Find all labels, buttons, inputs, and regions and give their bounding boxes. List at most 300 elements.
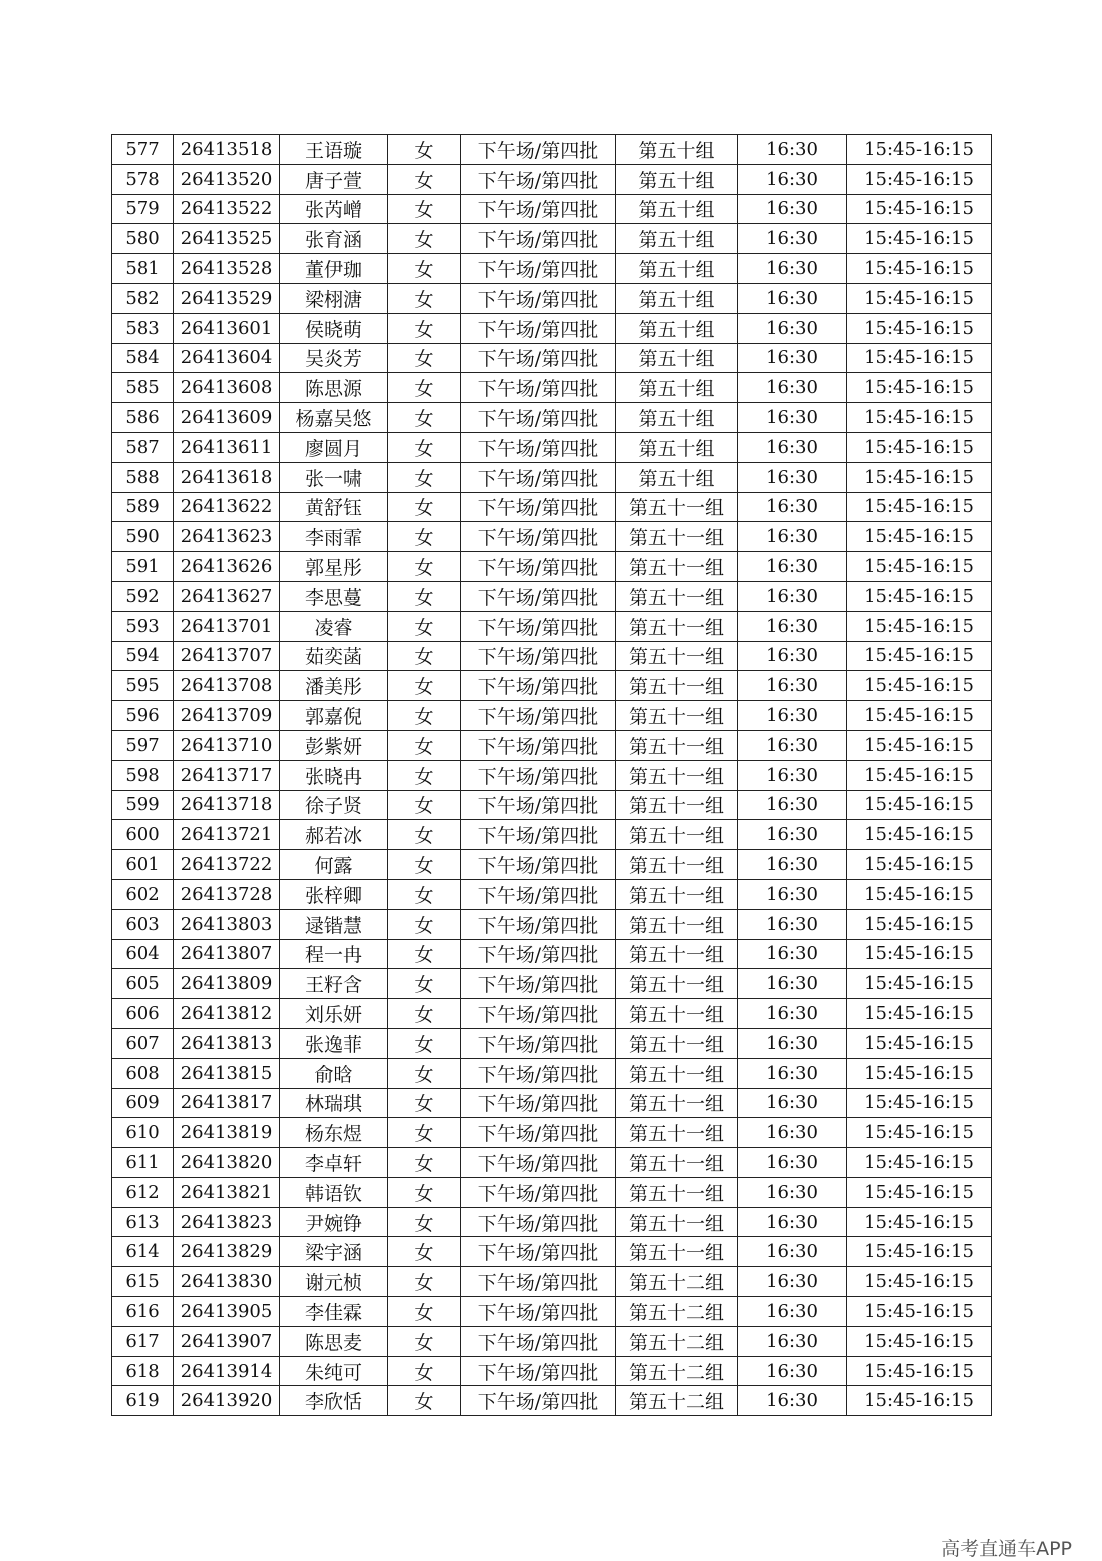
session-cell: 下午场/第四批 bbox=[461, 462, 616, 492]
table-row bbox=[112, 522, 992, 552]
time-cell: 16:30 bbox=[738, 850, 847, 880]
time-cell: 16:30 bbox=[738, 283, 847, 313]
window-cell: 15:45-16:15 bbox=[847, 1297, 992, 1327]
gender-cell: 女 bbox=[388, 1297, 461, 1327]
table-row bbox=[112, 1356, 992, 1386]
table-row bbox=[112, 224, 992, 254]
roster-table bbox=[111, 134, 992, 1416]
gender-cell: 女 bbox=[388, 760, 461, 790]
exam-id-cell: 26413820 bbox=[174, 1148, 280, 1178]
window-cell: 15:45-16:15 bbox=[847, 1267, 992, 1297]
session-cell: 下午场/第四批 bbox=[461, 194, 616, 224]
group-cell: 第五十组 bbox=[616, 462, 738, 492]
group-cell: 第五十一组 bbox=[616, 969, 738, 999]
name-cell: 李思蔓 bbox=[280, 581, 388, 611]
exam-id-cell: 26413821 bbox=[174, 1177, 280, 1207]
time-cell: 16:30 bbox=[738, 909, 847, 939]
time-cell: 16:30 bbox=[738, 1356, 847, 1386]
exam-id-cell: 26413905 bbox=[174, 1297, 280, 1327]
exam-id-cell: 26413812 bbox=[174, 999, 280, 1029]
name-cell: 唐子萱 bbox=[280, 164, 388, 194]
group-cell: 第五十一组 bbox=[616, 760, 738, 790]
session-cell: 下午场/第四批 bbox=[461, 1356, 616, 1386]
name-cell: 韩语钦 bbox=[280, 1177, 388, 1207]
time-cell: 16:30 bbox=[738, 313, 847, 343]
group-cell: 第五十一组 bbox=[616, 909, 738, 939]
gender-cell: 女 bbox=[388, 850, 461, 880]
name-cell: 张芮嶒 bbox=[280, 194, 388, 224]
name-cell: 刘乐妍 bbox=[280, 999, 388, 1029]
time-cell: 16:30 bbox=[738, 224, 847, 254]
exam-id-cell: 26413529 bbox=[174, 283, 280, 313]
table-row bbox=[112, 432, 992, 462]
seq-cell: 593 bbox=[112, 611, 174, 641]
group-cell: 第五十组 bbox=[616, 403, 738, 433]
window-cell: 15:45-16:15 bbox=[847, 641, 992, 671]
table-row bbox=[112, 1088, 992, 1118]
gender-cell: 女 bbox=[388, 1386, 461, 1416]
window-cell: 15:45-16:15 bbox=[847, 611, 992, 641]
name-cell: 李欣恬 bbox=[280, 1386, 388, 1416]
group-cell: 第五十组 bbox=[616, 313, 738, 343]
group-cell: 第五十一组 bbox=[616, 701, 738, 731]
seq-cell: 577 bbox=[112, 135, 174, 165]
session-cell: 下午场/第四批 bbox=[461, 641, 616, 671]
group-cell: 第五十一组 bbox=[616, 999, 738, 1029]
time-cell: 16:30 bbox=[738, 462, 847, 492]
time-cell: 16:30 bbox=[738, 1326, 847, 1356]
seq-cell: 615 bbox=[112, 1267, 174, 1297]
seq-cell: 604 bbox=[112, 939, 174, 969]
group-cell: 第五十二组 bbox=[616, 1356, 738, 1386]
exam-id-cell: 26413520 bbox=[174, 164, 280, 194]
session-cell: 下午场/第四批 bbox=[461, 820, 616, 850]
table-row bbox=[112, 999, 992, 1029]
table-row bbox=[112, 701, 992, 731]
gender-cell: 女 bbox=[388, 283, 461, 313]
seq-cell: 607 bbox=[112, 1028, 174, 1058]
gender-cell: 女 bbox=[388, 909, 461, 939]
exam-id-cell: 26413604 bbox=[174, 343, 280, 373]
name-cell: 张晓冉 bbox=[280, 760, 388, 790]
group-cell: 第五十二组 bbox=[616, 1386, 738, 1416]
name-cell: 何露 bbox=[280, 850, 388, 880]
group-cell: 第五十一组 bbox=[616, 492, 738, 522]
session-cell: 下午场/第四批 bbox=[461, 224, 616, 254]
exam-id-cell: 26413518 bbox=[174, 135, 280, 165]
group-cell: 第五十一组 bbox=[616, 1028, 738, 1058]
gender-cell: 女 bbox=[388, 1058, 461, 1088]
window-cell: 15:45-16:15 bbox=[847, 1356, 992, 1386]
session-cell: 下午场/第四批 bbox=[461, 432, 616, 462]
time-cell: 16:30 bbox=[738, 939, 847, 969]
window-cell: 15:45-16:15 bbox=[847, 701, 992, 731]
name-cell: 李卓轩 bbox=[280, 1148, 388, 1178]
exam-id-cell: 26413914 bbox=[174, 1356, 280, 1386]
table-row bbox=[112, 313, 992, 343]
watermark-text: 高考直通车APP bbox=[941, 1538, 1072, 1560]
group-cell: 第五十一组 bbox=[616, 820, 738, 850]
name-cell: 凌睿 bbox=[280, 611, 388, 641]
exam-id-cell: 26413819 bbox=[174, 1118, 280, 1148]
seq-cell: 603 bbox=[112, 909, 174, 939]
window-cell: 15:45-16:15 bbox=[847, 343, 992, 373]
exam-id-cell: 26413817 bbox=[174, 1088, 280, 1118]
time-cell: 16:30 bbox=[738, 1267, 847, 1297]
group-cell: 第五十一组 bbox=[616, 939, 738, 969]
session-cell: 下午场/第四批 bbox=[461, 1118, 616, 1148]
time-cell: 16:30 bbox=[738, 760, 847, 790]
gender-cell: 女 bbox=[388, 611, 461, 641]
window-cell: 15:45-16:15 bbox=[847, 760, 992, 790]
seq-cell: 586 bbox=[112, 403, 174, 433]
table-row bbox=[112, 1148, 992, 1178]
time-cell: 16:30 bbox=[738, 194, 847, 224]
gender-cell: 女 bbox=[388, 671, 461, 701]
gender-cell: 女 bbox=[388, 969, 461, 999]
window-cell: 15:45-16:15 bbox=[847, 1088, 992, 1118]
table-row bbox=[112, 790, 992, 820]
session-cell: 下午场/第四批 bbox=[461, 879, 616, 909]
exam-id-cell: 26413618 bbox=[174, 462, 280, 492]
exam-id-cell: 26413622 bbox=[174, 492, 280, 522]
window-cell: 15:45-16:15 bbox=[847, 373, 992, 403]
name-cell: 王籽含 bbox=[280, 969, 388, 999]
gender-cell: 女 bbox=[388, 1207, 461, 1237]
table-row bbox=[112, 1267, 992, 1297]
gender-cell: 女 bbox=[388, 164, 461, 194]
gender-cell: 女 bbox=[388, 1267, 461, 1297]
window-cell: 15:45-16:15 bbox=[847, 879, 992, 909]
group-cell: 第五十一组 bbox=[616, 1237, 738, 1267]
exam-id-cell: 26413608 bbox=[174, 373, 280, 403]
roster-body bbox=[112, 135, 992, 1416]
group-cell: 第五十一组 bbox=[616, 730, 738, 760]
table-row bbox=[112, 820, 992, 850]
session-cell: 下午场/第四批 bbox=[461, 1267, 616, 1297]
name-cell: 梁宇涵 bbox=[280, 1237, 388, 1267]
table-row bbox=[112, 462, 992, 492]
window-cell: 15:45-16:15 bbox=[847, 254, 992, 284]
table-row bbox=[112, 1118, 992, 1148]
session-cell: 下午场/第四批 bbox=[461, 701, 616, 731]
exam-id-cell: 26413809 bbox=[174, 969, 280, 999]
gender-cell: 女 bbox=[388, 1118, 461, 1148]
name-cell: 杨东煜 bbox=[280, 1118, 388, 1148]
gender-cell: 女 bbox=[388, 939, 461, 969]
session-cell: 下午场/第四批 bbox=[461, 283, 616, 313]
time-cell: 16:30 bbox=[738, 1386, 847, 1416]
seq-cell: 587 bbox=[112, 432, 174, 462]
table-row bbox=[112, 552, 992, 582]
name-cell: 林瑞琪 bbox=[280, 1088, 388, 1118]
name-cell: 张逸菲 bbox=[280, 1028, 388, 1058]
session-cell: 下午场/第四批 bbox=[461, 909, 616, 939]
time-cell: 16:30 bbox=[738, 1058, 847, 1088]
window-cell: 15:45-16:15 bbox=[847, 492, 992, 522]
session-cell: 下午场/第四批 bbox=[461, 1326, 616, 1356]
group-cell: 第五十一组 bbox=[616, 522, 738, 552]
time-cell: 16:30 bbox=[738, 343, 847, 373]
table-row bbox=[112, 611, 992, 641]
gender-cell: 女 bbox=[388, 1028, 461, 1058]
group-cell: 第五十组 bbox=[616, 224, 738, 254]
time-cell: 16:30 bbox=[738, 1177, 847, 1207]
name-cell: 李佳霖 bbox=[280, 1297, 388, 1327]
window-cell: 15:45-16:15 bbox=[847, 432, 992, 462]
seq-cell: 611 bbox=[112, 1148, 174, 1178]
group-cell: 第五十一组 bbox=[616, 552, 738, 582]
seq-cell: 610 bbox=[112, 1118, 174, 1148]
time-cell: 16:30 bbox=[738, 1237, 847, 1267]
time-cell: 16:30 bbox=[738, 1088, 847, 1118]
session-cell: 下午场/第四批 bbox=[461, 552, 616, 582]
window-cell: 15:45-16:15 bbox=[847, 164, 992, 194]
name-cell: 董伊珈 bbox=[280, 254, 388, 284]
seq-cell: 609 bbox=[112, 1088, 174, 1118]
window-cell: 15:45-16:15 bbox=[847, 671, 992, 701]
time-cell: 16:30 bbox=[738, 373, 847, 403]
gender-cell: 女 bbox=[388, 879, 461, 909]
session-cell: 下午场/第四批 bbox=[461, 1148, 616, 1178]
seq-cell: 597 bbox=[112, 730, 174, 760]
seq-cell: 600 bbox=[112, 820, 174, 850]
name-cell: 侯晓萌 bbox=[280, 313, 388, 343]
seq-cell: 580 bbox=[112, 224, 174, 254]
session-cell: 下午场/第四批 bbox=[461, 1297, 616, 1327]
table-row bbox=[112, 283, 992, 313]
window-cell: 15:45-16:15 bbox=[847, 850, 992, 880]
exam-id-cell: 26413611 bbox=[174, 432, 280, 462]
window-cell: 15:45-16:15 bbox=[847, 1386, 992, 1416]
table-row bbox=[112, 730, 992, 760]
window-cell: 15:45-16:15 bbox=[847, 522, 992, 552]
time-cell: 16:30 bbox=[738, 879, 847, 909]
group-cell: 第五十一组 bbox=[616, 641, 738, 671]
time-cell: 16:30 bbox=[738, 164, 847, 194]
group-cell: 第五十一组 bbox=[616, 581, 738, 611]
time-cell: 16:30 bbox=[738, 492, 847, 522]
gender-cell: 女 bbox=[388, 432, 461, 462]
exam-id-cell: 26413708 bbox=[174, 671, 280, 701]
window-cell: 15:45-16:15 bbox=[847, 969, 992, 999]
table-row bbox=[112, 939, 992, 969]
time-cell: 16:30 bbox=[738, 432, 847, 462]
session-cell: 下午场/第四批 bbox=[461, 760, 616, 790]
time-cell: 16:30 bbox=[738, 701, 847, 731]
exam-id-cell: 26413717 bbox=[174, 760, 280, 790]
group-cell: 第五十组 bbox=[616, 373, 738, 403]
exam-id-cell: 26413920 bbox=[174, 1386, 280, 1416]
window-cell: 15:45-16:15 bbox=[847, 1177, 992, 1207]
exam-id-cell: 26413623 bbox=[174, 522, 280, 552]
window-cell: 15:45-16:15 bbox=[847, 581, 992, 611]
window-cell: 15:45-16:15 bbox=[847, 1058, 992, 1088]
time-cell: 16:30 bbox=[738, 730, 847, 760]
table-row bbox=[112, 879, 992, 909]
session-cell: 下午场/第四批 bbox=[461, 1207, 616, 1237]
session-cell: 下午场/第四批 bbox=[461, 1177, 616, 1207]
table-row bbox=[112, 1326, 992, 1356]
table-row bbox=[112, 1207, 992, 1237]
table-row bbox=[112, 254, 992, 284]
seq-cell: 602 bbox=[112, 879, 174, 909]
group-cell: 第五十一组 bbox=[616, 1088, 738, 1118]
seq-cell: 612 bbox=[112, 1177, 174, 1207]
gender-cell: 女 bbox=[388, 1177, 461, 1207]
group-cell: 第五十一组 bbox=[616, 850, 738, 880]
exam-id-cell: 26413803 bbox=[174, 909, 280, 939]
session-cell: 下午场/第四批 bbox=[461, 999, 616, 1029]
table-row bbox=[112, 581, 992, 611]
window-cell: 15:45-16:15 bbox=[847, 224, 992, 254]
gender-cell: 女 bbox=[388, 194, 461, 224]
gender-cell: 女 bbox=[388, 1088, 461, 1118]
session-cell: 下午场/第四批 bbox=[461, 313, 616, 343]
session-cell: 下午场/第四批 bbox=[461, 522, 616, 552]
exam-id-cell: 26413522 bbox=[174, 194, 280, 224]
exam-id-cell: 26413626 bbox=[174, 552, 280, 582]
table-row bbox=[112, 909, 992, 939]
window-cell: 15:45-16:15 bbox=[847, 820, 992, 850]
seq-cell: 617 bbox=[112, 1326, 174, 1356]
seq-cell: 596 bbox=[112, 701, 174, 731]
session-cell: 下午场/第四批 bbox=[461, 492, 616, 522]
seq-cell: 594 bbox=[112, 641, 174, 671]
group-cell: 第五十一组 bbox=[616, 1148, 738, 1178]
exam-id-cell: 26413721 bbox=[174, 820, 280, 850]
name-cell: 张一啸 bbox=[280, 462, 388, 492]
table-row bbox=[112, 492, 992, 522]
exam-id-cell: 26413710 bbox=[174, 730, 280, 760]
time-cell: 16:30 bbox=[738, 820, 847, 850]
seq-cell: 592 bbox=[112, 581, 174, 611]
exam-id-cell: 26413823 bbox=[174, 1207, 280, 1237]
table-row bbox=[112, 135, 992, 165]
time-cell: 16:30 bbox=[738, 403, 847, 433]
table-row bbox=[112, 403, 992, 433]
seq-cell: 599 bbox=[112, 790, 174, 820]
session-cell: 下午场/第四批 bbox=[461, 611, 616, 641]
seq-cell: 583 bbox=[112, 313, 174, 343]
session-cell: 下午场/第四批 bbox=[461, 939, 616, 969]
exam-id-cell: 26413707 bbox=[174, 641, 280, 671]
name-cell: 李雨霏 bbox=[280, 522, 388, 552]
window-cell: 15:45-16:15 bbox=[847, 552, 992, 582]
session-cell: 下午场/第四批 bbox=[461, 135, 616, 165]
exam-id-cell: 26413609 bbox=[174, 403, 280, 433]
seq-cell: 605 bbox=[112, 969, 174, 999]
name-cell: 梁栩溏 bbox=[280, 283, 388, 313]
gender-cell: 女 bbox=[388, 403, 461, 433]
name-cell: 吴炎芳 bbox=[280, 343, 388, 373]
table-row bbox=[112, 969, 992, 999]
time-cell: 16:30 bbox=[738, 641, 847, 671]
time-cell: 16:30 bbox=[738, 1118, 847, 1148]
exam-id-cell: 26413701 bbox=[174, 611, 280, 641]
name-cell: 郭星彤 bbox=[280, 552, 388, 582]
exam-id-cell: 26413601 bbox=[174, 313, 280, 343]
session-cell: 下午场/第四批 bbox=[461, 1028, 616, 1058]
seq-cell: 578 bbox=[112, 164, 174, 194]
window-cell: 15:45-16:15 bbox=[847, 283, 992, 313]
group-cell: 第五十二组 bbox=[616, 1326, 738, 1356]
seq-cell: 590 bbox=[112, 522, 174, 552]
table-row bbox=[112, 343, 992, 373]
window-cell: 15:45-16:15 bbox=[847, 909, 992, 939]
window-cell: 15:45-16:15 bbox=[847, 1028, 992, 1058]
name-cell: 王语璇 bbox=[280, 135, 388, 165]
name-cell: 陈思麦 bbox=[280, 1326, 388, 1356]
seq-cell: 619 bbox=[112, 1386, 174, 1416]
table-row bbox=[112, 760, 992, 790]
exam-id-cell: 26413627 bbox=[174, 581, 280, 611]
name-cell: 尹婉铮 bbox=[280, 1207, 388, 1237]
gender-cell: 女 bbox=[388, 224, 461, 254]
session-cell: 下午场/第四批 bbox=[461, 373, 616, 403]
time-cell: 16:30 bbox=[738, 969, 847, 999]
window-cell: 15:45-16:15 bbox=[847, 730, 992, 760]
name-cell: 俞晗 bbox=[280, 1058, 388, 1088]
name-cell: 郝若冰 bbox=[280, 820, 388, 850]
gender-cell: 女 bbox=[388, 1237, 461, 1267]
table-row bbox=[112, 1237, 992, 1267]
gender-cell: 女 bbox=[388, 790, 461, 820]
name-cell: 张梓卿 bbox=[280, 879, 388, 909]
gender-cell: 女 bbox=[388, 522, 461, 552]
window-cell: 15:45-16:15 bbox=[847, 939, 992, 969]
window-cell: 15:45-16:15 bbox=[847, 999, 992, 1029]
session-cell: 下午场/第四批 bbox=[461, 969, 616, 999]
group-cell: 第五十一组 bbox=[616, 790, 738, 820]
session-cell: 下午场/第四批 bbox=[461, 850, 616, 880]
table-row bbox=[112, 850, 992, 880]
table-row bbox=[112, 164, 992, 194]
name-cell: 郭嘉倪 bbox=[280, 701, 388, 731]
time-cell: 16:30 bbox=[738, 522, 847, 552]
table-row bbox=[112, 1386, 992, 1416]
exam-id-cell: 26413830 bbox=[174, 1267, 280, 1297]
window-cell: 15:45-16:15 bbox=[847, 403, 992, 433]
gender-cell: 女 bbox=[388, 492, 461, 522]
table-row bbox=[112, 194, 992, 224]
name-cell: 徐子贤 bbox=[280, 790, 388, 820]
name-cell: 程一冉 bbox=[280, 939, 388, 969]
group-cell: 第五十二组 bbox=[616, 1297, 738, 1327]
group-cell: 第五十组 bbox=[616, 135, 738, 165]
time-cell: 16:30 bbox=[738, 671, 847, 701]
time-cell: 16:30 bbox=[738, 254, 847, 284]
table-row bbox=[112, 1028, 992, 1058]
gender-cell: 女 bbox=[388, 820, 461, 850]
window-cell: 15:45-16:15 bbox=[847, 1148, 992, 1178]
session-cell: 下午场/第四批 bbox=[461, 1386, 616, 1416]
group-cell: 第五十组 bbox=[616, 432, 738, 462]
window-cell: 15:45-16:15 bbox=[847, 1207, 992, 1237]
session-cell: 下午场/第四批 bbox=[461, 164, 616, 194]
seq-cell: 589 bbox=[112, 492, 174, 522]
seq-cell: 585 bbox=[112, 373, 174, 403]
gender-cell: 女 bbox=[388, 1326, 461, 1356]
window-cell: 15:45-16:15 bbox=[847, 1237, 992, 1267]
window-cell: 15:45-16:15 bbox=[847, 462, 992, 492]
seq-cell: 608 bbox=[112, 1058, 174, 1088]
time-cell: 16:30 bbox=[738, 999, 847, 1029]
time-cell: 16:30 bbox=[738, 1028, 847, 1058]
gender-cell: 女 bbox=[388, 343, 461, 373]
group-cell: 第五十组 bbox=[616, 283, 738, 313]
table-row bbox=[112, 373, 992, 403]
